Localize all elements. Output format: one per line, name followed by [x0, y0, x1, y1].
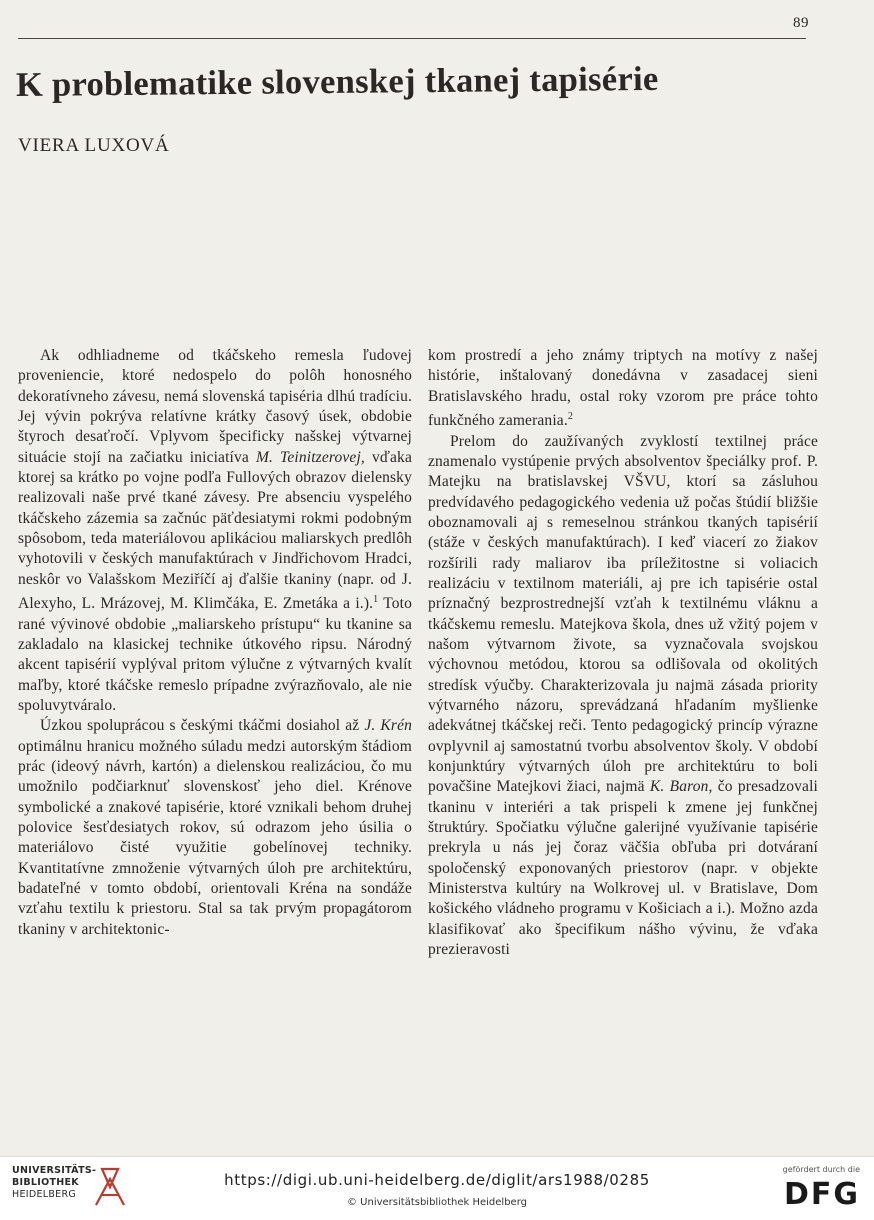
person-name: M. Teinitzerovej,: [255, 448, 365, 466]
text-run: kom prostredí a jeho známy triptych na motívy z našej histórie, inštalovaný donedávna v zasadacej sieni Bratislavského hradu, ostal roky vzorom pre práce tohto funkčného zamerania.: [428, 347, 818, 430]
footnote-ref: 2: [567, 411, 573, 423]
text-run: Úzkou spoluprácou s českými tkáčmi dosiahol až: [40, 717, 365, 735]
logo-line: UNIVERSITÄTS-: [12, 1165, 97, 1176]
person-name: K. Baron,: [649, 778, 713, 796]
funder-label: gefördert durch die: [782, 1165, 860, 1174]
footer-bar: [0, 1156, 874, 1220]
header-rule: [18, 38, 806, 39]
copyright-notice: © Universitätsbibliothek Heidelberg: [346, 1197, 527, 1208]
person-name: J. Krén: [364, 717, 412, 735]
article-author: VIERA LUXOVÁ: [18, 135, 170, 156]
page-number: 89: [793, 15, 809, 31]
funder-name: DFG: [783, 1177, 860, 1212]
logo-line: BIBLIOTHEK: [12, 1177, 79, 1188]
article-title: K problematike slovenskej tkanej tapisérie: [15, 59, 659, 104]
footnote-ref: 1: [373, 594, 379, 606]
logo-line: HEIDELBERG: [12, 1189, 77, 1200]
paragraph: [18, 716, 412, 940]
text-run: Toto rané vývinové obdobie „maliarskeho prístupu“ ku tkanine sa zakladalo na klasickej technike útkového ripsu. Národný akcent tapisérií vyplýval pritom výlučne z výtvarných kvalít maľby, ktoré tkáčske remeslo prípadne zvýrazňovalo, ale nie spoluvytváralo.: [18, 595, 412, 714]
paragraph: [428, 432, 818, 961]
text-column-left: [18, 346, 412, 940]
text-run: vďaka ktorej sa krátko po vojne podľa Fullových obrazov dielensky realizovali naše prvé tkané závesy. Pre absenciu vyspelého tkáčskeho zázemia sa začnúc päťdesiatymi rokmi podobným spôsobom, teda materiálovou aplikáciou maliarskych predlôh vyhotovili v českých manufaktúrach v Jindřichovom Hradci, neskôr vo Valašskom Meziříčí aj ďalšie tkaniny (napr. od J. Alexyho, L. Mrázovej, M. Klimčáka, E. Zmetáka a i.).: [18, 448, 412, 613]
text-run: čo presadzovali tkaninu v interiéri a tak prispeli k zmene jej funkčnej štruktúry. Spočiatku výlučne galerijné využívanie tapisérie prekryla u nás jej čoraz väčšia obľuba pri dotváraní spoločenský exponovaných priestorov (napr. v objekte Ministerstva kultúry na Wolkrovej ul. v Bratislave, Dom košického vládneho programu v Košiciach a i.). Možno azda klasifikovať ako špecifikum nášho vývinu, že vďaka prezieravosti: [428, 778, 818, 959]
text-run: optimálnu hranicu možného súladu medzi autorským štádiom prác (ideový návrh, kartón) a dielenskou realizáciou, čo mu umožnilo podčiarknuť slovenskosť jeho diel. Krénove symbolické a znakové tapisérie, ktoré vznikali behom druhej polovice šesťdesiatych rokov, sú odrazom jeho úsilia o materiálovo čisté využitie gobelínovej techniky. Kvantitatívne zmnoženie výtvarných úloh pre architektúru, badateľné v tomto období, orientovali Kréna na sondáže vzťahu textilu k priestoru. Stal sa tak prvým propagátorom tkaniny v architektonic-: [18, 737, 412, 938]
dfg-logo[interactable]: [770, 1165, 860, 1213]
paragraph: [18, 346, 412, 716]
text-run: Prelom do zaužívaných zvyklostí textilnej práce znamenalo vystúpenie prvých absolventov špeciálky prof. P. Matejku na bratislavskej VŠVU, ktorí sa zásluhou predvídavého pedagogického vedenia už počas štúdií bližšie oboznamovali aj s remeselnou stránkou tkaných tapisérií (stáže v českých manufaktúrach). I keď viacerí zo žiakov rozšírili rady maliarov iba príležitostne si voliacich realizáciu v textilnom materiáli, aj pre ich tapisérie ostal príznačný bezprostrednejší vzťah k textilnému vláknu a tkáčskemu remeslu. Matejkova škola, dnes už vžitý pojem v našom výtvarnom živote, sa vyznačovala svojskou výchovnou metódou, ktorou sa odlišovala od okolitých stredísk výučby. Charakterizovala ju najmä zásada priority výtvarného názoru, sprevádzaná hľadaním myšlienke adekvátnej tkáčskej reči. Tento pedagogický princíp výrazne ovplyvnil aj samostatnú tvorbu absolventov školy. V období konjunktúry výtvarných úloh pre architektúru to boli povačšine Matejkovi žiaci, najmä: [428, 432, 818, 796]
paragraph: [428, 346, 818, 432]
source-url-link[interactable]: https://digi.ub.uni-heidelberg.de/diglit/ars1988/0285: [224, 1171, 650, 1189]
text-column-right: [428, 346, 818, 960]
text-run: Ak odhliadneme od tkáčskeho remesla ľudovej proveniencie, ktoré nedospelo do polôh honosného dekoratívneho závesu, nemá slovenská tapiséria dlhú tradíciu. Jej vývin pokrýva relatívne krátky časový úsek, obdobie štyroch desaťročí. Vplyvom špecificky našskej výtvarnej situácie stojí na začiatku iniciatíva: [18, 347, 412, 466]
